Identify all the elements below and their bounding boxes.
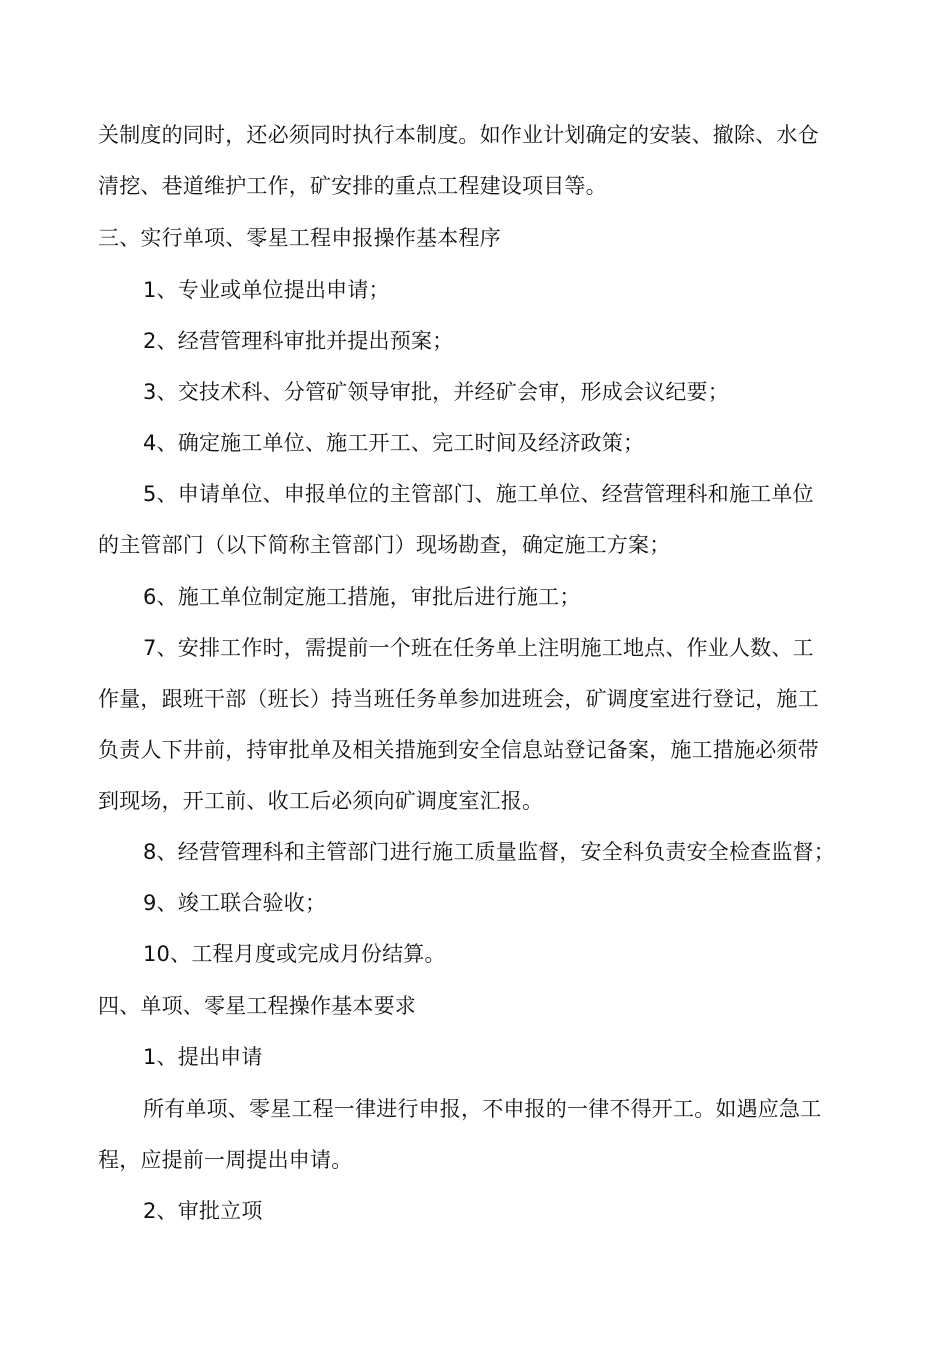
list-item: 2、经营管理科审批并提出预案； — [143, 329, 454, 353]
text-line: 到现场，开工前、收工后必须向矿调度室汇报。 — [98, 789, 544, 813]
subsection-heading: 1、提出申请 — [143, 1045, 263, 1069]
list-item: 9、竣工联合验收； — [143, 891, 327, 915]
section-heading: 三、实行单项、零星工程申报操作基本程序 — [98, 226, 501, 250]
text-line: 程，应提前一周提出申请。 — [98, 1148, 353, 1172]
text-line: 作量，跟班干部（班长）持当班任务单参加进班会，矿调度室进行登记，施工 — [98, 687, 819, 711]
text-line: 关制度的同时，还必须同时执行本制度。如作业计划确定的安装、撤除、水仓 — [98, 123, 819, 147]
section-heading: 四、单项、零星工程操作基本要求 — [98, 994, 416, 1018]
list-item: 10、工程月度或完成月份结算。 — [143, 942, 446, 966]
text-line: 的主管部门（以下简称主管部门）现场勘查，确定施工方案； — [98, 533, 671, 557]
text-line: 负责人下井前，持审批单及相关措施到安全信息站登记备案，施工措施必须带 — [98, 738, 819, 762]
list-item: 7、安排工作时，需提前一个班在任务单上注明施工地点、作业人数、工 — [143, 636, 814, 660]
list-item: 4、确定施工单位、施工开工、完工时间及经济政策； — [143, 431, 645, 455]
text-line: 所有单项、零星工程一律进行申报，不申报的一律不得开工。如遇应急工 — [143, 1097, 822, 1121]
list-item: 5、申请单位、申报单位的主管部门、施工单位、经营管理科和施工单位 — [143, 482, 814, 506]
list-item: 8、经营管理科和主管部门进行施工质量监督，安全科负责安全检查监督； — [143, 840, 835, 864]
list-item: 1、专业或单位提出申请； — [143, 278, 390, 302]
list-item: 6、施工单位制定施工措施，审批后进行施工； — [143, 585, 581, 609]
text-line: 清挖、巷道维护工作，矿安排的重点工程建设项目等。 — [98, 174, 607, 198]
list-item: 3、交技术科、分管矿领导审批，并经矿会审，形成会议纪要； — [143, 380, 729, 404]
subsection-heading: 2、审批立项 — [143, 1199, 263, 1223]
